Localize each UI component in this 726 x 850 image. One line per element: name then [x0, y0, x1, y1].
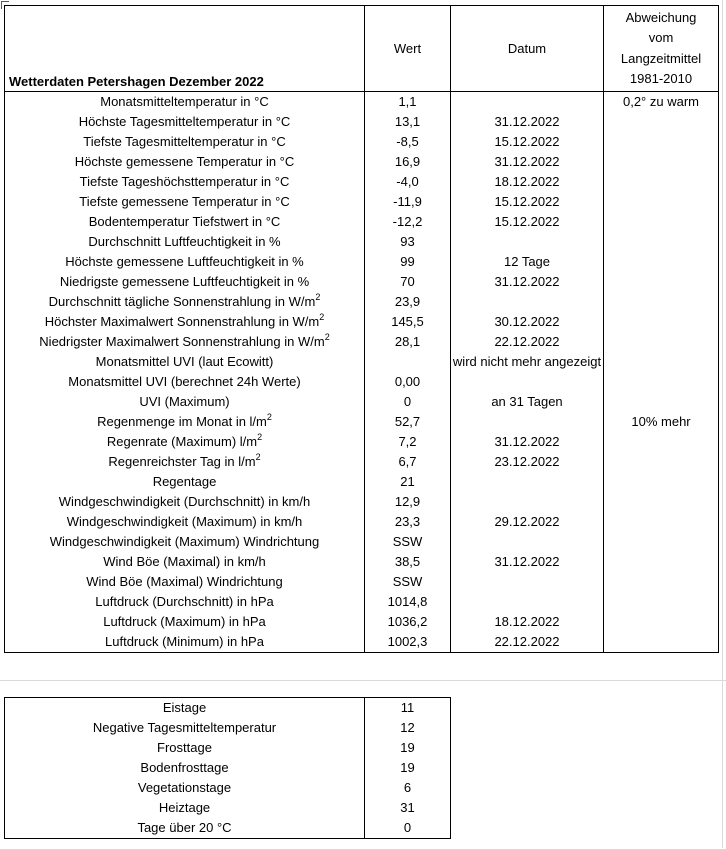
row-label-cell[interactable]	[5, 192, 365, 212]
table-row	[5, 372, 719, 392]
gridline	[722, 0, 723, 848]
row-label-cell[interactable]	[5, 332, 365, 352]
wert-cell[interactable]: -12,2	[365, 212, 451, 232]
wert-cell[interactable]: 1,1	[365, 92, 451, 113]
day-label-cell[interactable]: Vegetationstage	[5, 778, 365, 798]
row-label-cell[interactable]	[5, 272, 365, 292]
unit-superscript: 2	[257, 432, 263, 442]
days-summary-table	[4, 697, 451, 839]
datum-cell[interactable]: 31.12.2022	[451, 152, 604, 172]
row-label-cell[interactable]	[5, 512, 365, 532]
datum-cell[interactable]	[451, 492, 604, 512]
wert-cell[interactable]: 93	[365, 232, 451, 252]
table-row	[5, 758, 451, 778]
table-row	[5, 332, 719, 352]
abweichung-cell[interactable]	[604, 352, 719, 372]
wert-cell[interactable]: 38,5	[365, 552, 451, 572]
abweichung-cell[interactable]	[604, 232, 719, 252]
abweichung-cell[interactable]	[604, 272, 719, 292]
abweichung-cell[interactable]	[604, 132, 719, 152]
row-label: Höchste gemessene Luftfeuchtigkeit in %	[65, 254, 304, 269]
table-row	[5, 612, 719, 632]
abweichung-cell[interactable]	[604, 632, 719, 653]
abweichung-cell[interactable]	[604, 492, 719, 512]
table-row	[5, 778, 451, 798]
row-label: Tiefste Tageshöchsttemperatur in °C	[79, 174, 290, 189]
wert-cell[interactable]: 21	[365, 472, 451, 492]
day-wert-cell[interactable]: 31	[365, 798, 451, 818]
table-row	[5, 212, 719, 232]
wert-cell[interactable]: 13,1	[365, 112, 451, 132]
header-abweichung-line: vom	[648, 30, 674, 45]
row-label: Windgeschwindigkeit (Maximum) Windrichtung	[49, 534, 320, 549]
table-row	[5, 192, 719, 212]
abweichung-cell[interactable]	[604, 512, 719, 532]
sheet-title[interactable]: Wetterdaten Petershagen Dezember 2022	[5, 6, 365, 92]
datum-cell[interactable]: 22.12.2022	[451, 332, 604, 352]
table-row	[5, 112, 719, 132]
datum-cell[interactable]: an 31 Tagen	[451, 392, 604, 412]
table-row	[5, 232, 719, 252]
row-label-cell[interactable]	[5, 132, 365, 152]
datum-cell[interactable]: 31.12.2022	[451, 432, 604, 452]
wert-cell[interactable]: 16,9	[365, 152, 451, 172]
day-label-cell[interactable]: Bodenfrosttage	[5, 758, 365, 778]
row-label-cell[interactable]	[5, 372, 365, 392]
table-row	[5, 352, 719, 372]
row-label: Windgeschwindigkeit (Maximum) in km/h	[66, 514, 303, 529]
wert-cell[interactable]: -4,0	[365, 172, 451, 192]
abweichung-cell[interactable]	[604, 472, 719, 492]
gridline	[0, 680, 726, 681]
abweichung-cell[interactable]	[604, 452, 719, 472]
row-label-cell[interactable]	[5, 232, 365, 252]
abweichung-cell[interactable]	[604, 212, 719, 232]
header-abweichung-line: Langzeitmittel	[620, 50, 702, 66]
row-label: Luftdruck (Minimum) in hPa	[105, 634, 264, 649]
row-label: Wind Böe (Maximal) in km/h	[103, 554, 266, 569]
row-label: Luftdruck (Maximum) in hPa	[103, 614, 266, 629]
row-label: Tiefste gemessene Temperatur in °C	[79, 194, 290, 209]
row-label: Tiefste Tagesmitteltemperatur in °C	[83, 134, 286, 149]
table-row	[5, 272, 719, 292]
header-wert[interactable]: Wert	[365, 6, 451, 92]
abweichung-cell[interactable]: 10% mehr	[604, 412, 719, 432]
row-label-cell[interactable]	[5, 412, 365, 432]
day-wert-cell[interactable]: 19	[365, 758, 451, 778]
table-row	[5, 698, 451, 719]
row-label: Regenmenge im Monat in l/m	[97, 414, 267, 429]
abweichung-cell[interactable]	[604, 172, 719, 192]
table-row	[5, 172, 719, 192]
abweichung-cell[interactable]	[604, 252, 719, 272]
row-label-cell[interactable]	[5, 532, 365, 552]
abweichung-cell[interactable]	[604, 312, 719, 332]
datum-cell[interactable]	[451, 532, 604, 552]
abweichung-cell[interactable]	[604, 592, 719, 612]
datum-cell[interactable]	[451, 232, 604, 252]
row-label-cell[interactable]	[5, 612, 365, 632]
table-row	[5, 738, 451, 758]
datum-cell[interactable]: 29.12.2022	[451, 512, 604, 532]
day-wert-cell[interactable]: 0	[365, 818, 451, 839]
abweichung-cell[interactable]	[604, 612, 719, 632]
abweichung-cell[interactable]	[604, 292, 719, 312]
table-row	[5, 312, 719, 332]
day-label-cell[interactable]: Frosttage	[5, 738, 365, 758]
row-label: Wind Böe (Maximal) Windrichtung	[86, 574, 283, 589]
unit-superscript: 2	[315, 292, 321, 302]
day-wert-cell[interactable]: 11	[365, 698, 451, 719]
row-label-cell[interactable]	[5, 92, 365, 113]
datum-cell[interactable]: 15.12.2022	[451, 212, 604, 232]
row-label-cell[interactable]	[5, 492, 365, 512]
row-label-cell[interactable]	[5, 112, 365, 132]
header-row	[5, 6, 719, 92]
datum-cell[interactable]: 23.12.2022	[451, 452, 604, 472]
table-row	[5, 818, 451, 839]
table-row	[5, 472, 719, 492]
row-label: Höchste gemessene Temperatur in °C	[74, 154, 295, 169]
table-row	[5, 718, 451, 738]
table-row	[5, 798, 451, 818]
row-label: Luftdruck (Durchschnitt) in hPa	[95, 594, 274, 609]
row-label-cell[interactable]	[5, 472, 365, 492]
abweichung-cell[interactable]	[604, 152, 719, 172]
datum-cell[interactable]	[451, 412, 604, 432]
row-label: Monatsmittel UVI (laut Ecowitt)	[95, 354, 274, 369]
wert-cell[interactable]: SSW	[365, 572, 451, 592]
table-row	[5, 492, 719, 512]
row-label: Niedrigster Maximalwert Sonnenstrahlung in W/m	[39, 334, 325, 349]
day-wert-cell[interactable]: 6	[365, 778, 451, 798]
row-label: Durchschnitt Luftfeuchtigkeit in %	[88, 234, 281, 249]
datum-cell[interactable]: 15.12.2022	[451, 132, 604, 152]
row-label: Durchschnitt tägliche Sonnenstrahlung in W/m	[48, 294, 316, 309]
row-label-cell[interactable]	[5, 212, 365, 232]
table-row	[5, 552, 719, 572]
wert-cell[interactable]: 23,9	[365, 292, 451, 312]
table-row	[5, 572, 719, 592]
wert-cell[interactable]: 145,5	[365, 312, 451, 332]
abweichung-cell[interactable]	[604, 392, 719, 412]
wert-cell[interactable]: 12,9	[365, 492, 451, 512]
unit-superscript: 2	[255, 452, 261, 462]
abweichung-cell[interactable]	[604, 372, 719, 392]
wert-cell[interactable]: 70	[365, 272, 451, 292]
day-label-cell[interactable]: Heiztage	[5, 798, 365, 818]
row-label-cell[interactable]	[5, 572, 365, 592]
abweichung-cell[interactable]	[604, 112, 719, 132]
weather-data-table	[4, 5, 719, 653]
header-datum[interactable]: Datum	[451, 6, 604, 92]
datum-cell[interactable]	[451, 92, 604, 113]
datum-cell[interactable]: 30.12.2022	[451, 312, 604, 332]
wert-cell[interactable]: 28,1	[365, 332, 451, 352]
datum-cell[interactable]	[451, 572, 604, 592]
datum-cell[interactable]: 18.12.2022	[451, 612, 604, 632]
table-row	[5, 132, 719, 152]
wert-cell[interactable]: 0,00	[365, 372, 451, 392]
table-row	[5, 632, 719, 653]
row-label-cell[interactable]	[5, 552, 365, 572]
row-label: UVI (Maximum)	[139, 394, 230, 409]
row-label: Niedrigste gemessene Luftfeuchtigkeit in %	[59, 274, 310, 289]
day-wert-cell[interactable]: 19	[365, 738, 451, 758]
unit-superscript: 2	[324, 332, 330, 342]
datum-cell[interactable]: 31.12.2022	[451, 552, 604, 572]
row-label-cell[interactable]	[5, 632, 365, 653]
wert-cell[interactable]: -11,9	[365, 192, 451, 212]
wert-cell[interactable]: 6,7	[365, 452, 451, 472]
datum-cell[interactable]: 31.12.2022	[451, 112, 604, 132]
table-row	[5, 252, 719, 272]
row-label-cell[interactable]	[5, 312, 365, 332]
header-abweichung-line: 1981-2010	[629, 71, 693, 86]
table-row	[5, 292, 719, 312]
wert-cell[interactable]: 1002,3	[365, 632, 451, 653]
datum-cell[interactable]: 18.12.2022	[451, 172, 604, 192]
abweichung-cell[interactable]	[604, 192, 719, 212]
datum-cell[interactable]	[451, 472, 604, 492]
row-label-cell[interactable]	[5, 172, 365, 192]
abweichung-cell[interactable]	[604, 332, 719, 352]
unit-superscript: 2	[266, 412, 272, 422]
wert-cell[interactable]	[365, 352, 451, 372]
row-label: Monatsmitteltemperatur in °C	[100, 94, 269, 109]
datum-cell[interactable]: 22.12.2022	[451, 632, 604, 653]
datum-cell[interactable]	[451, 372, 604, 392]
abweichung-cell[interactable]	[604, 552, 719, 572]
datum-cell[interactable]	[451, 292, 604, 312]
row-label-cell[interactable]	[5, 292, 365, 312]
row-label: Regentage	[152, 474, 217, 489]
row-label: Monatsmittel UVI (berechnet 24h Werte)	[68, 374, 301, 389]
wert-cell[interactable]: 23,3	[365, 512, 451, 532]
table-row	[5, 92, 719, 113]
table-row	[5, 452, 719, 472]
wert-cell[interactable]: -8,5	[365, 132, 451, 152]
row-label-cell[interactable]	[5, 432, 365, 452]
wert-cell[interactable]: 99	[365, 252, 451, 272]
table-row	[5, 432, 719, 452]
datum-cell[interactable]	[451, 592, 604, 612]
table-row	[5, 152, 719, 172]
table-row	[5, 412, 719, 432]
abweichung-cell[interactable]	[604, 532, 719, 552]
abweichung-cell[interactable]: 0,2° zu warm	[604, 92, 719, 113]
day-label-cell[interactable]: Negative Tagesmitteltemperatur	[5, 718, 365, 738]
row-label: Regenrate (Maximum) l/m	[106, 434, 258, 449]
wert-cell[interactable]: 1014,8	[365, 592, 451, 612]
row-label-cell[interactable]	[5, 452, 365, 472]
day-wert-cell[interactable]: 12	[365, 718, 451, 738]
datum-cell[interactable]: wird nicht mehr angezeigt	[451, 352, 604, 372]
table-row	[5, 392, 719, 412]
table-row	[5, 532, 719, 552]
row-label: Windgeschwindigkeit (Durchschnitt) in km/h	[58, 494, 311, 509]
table-row	[5, 512, 719, 532]
header-abweichung-line: Abweichung	[625, 9, 697, 25]
row-label: Höchster Maximalwert Sonnenstrahlung in W/m	[44, 314, 320, 329]
row-label-cell[interactable]	[5, 152, 365, 172]
wert-cell[interactable]: 7,2	[365, 432, 451, 452]
day-label-cell[interactable]: Tage über 20 °C	[5, 818, 365, 839]
row-label: Regenreichster Tag in l/m	[108, 454, 256, 469]
abweichung-cell[interactable]	[604, 572, 719, 592]
wert-cell[interactable]: 0	[365, 392, 451, 412]
abweichung-cell[interactable]	[604, 432, 719, 452]
day-label-cell[interactable]: Eistage	[5, 698, 365, 719]
wert-cell[interactable]: 52,7	[365, 412, 451, 432]
datum-cell[interactable]: 12 Tage	[451, 252, 604, 272]
wert-cell[interactable]: 1036,2	[365, 612, 451, 632]
unit-superscript: 2	[319, 312, 325, 322]
row-label-cell[interactable]	[5, 352, 365, 372]
header-abweichung[interactable]	[604, 6, 719, 92]
table-row	[5, 592, 719, 612]
row-label: Höchste Tagesmitteltemperatur in °C	[78, 114, 291, 129]
datum-cell[interactable]: 31.12.2022	[451, 272, 604, 292]
row-label: Bodentemperatur Tiefstwert in °C	[88, 214, 281, 229]
row-label-cell[interactable]	[5, 592, 365, 612]
datum-cell[interactable]: 15.12.2022	[451, 192, 604, 212]
wert-cell[interactable]: SSW	[365, 532, 451, 552]
row-label-cell[interactable]	[5, 252, 365, 272]
row-label-cell[interactable]	[5, 392, 365, 412]
